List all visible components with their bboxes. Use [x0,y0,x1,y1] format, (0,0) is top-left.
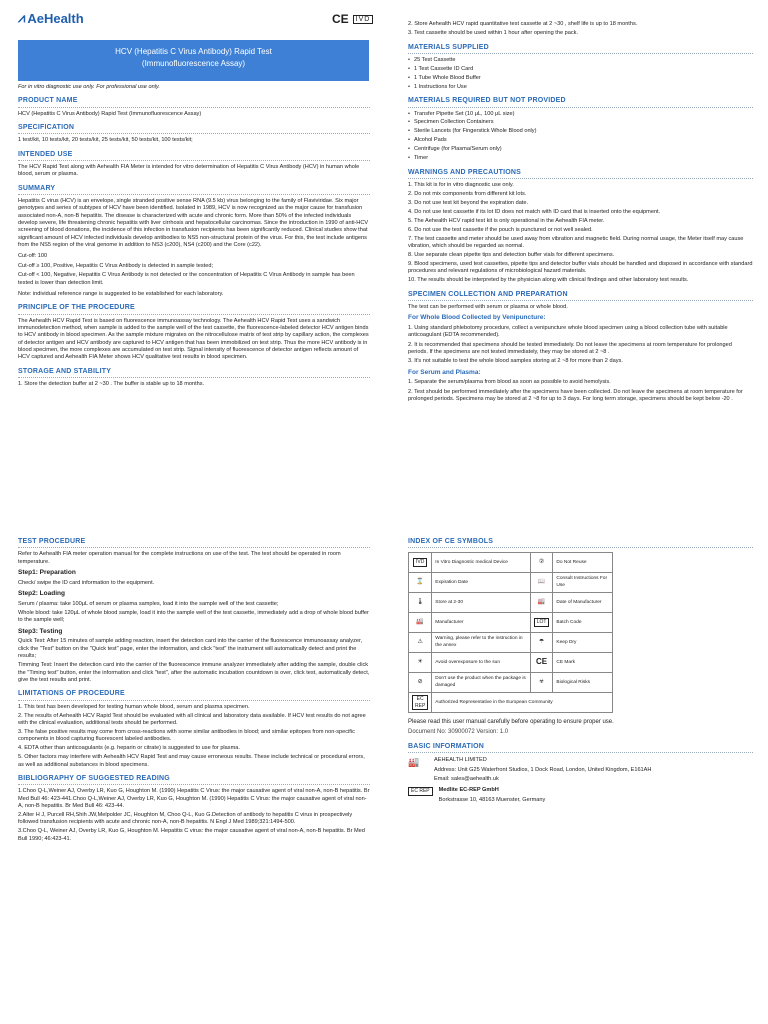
product-name-heading: PRODUCT NAME [18,96,370,107]
test-procedure-intro: Refer to Aehealth FIA meter operation manual for the complete instructions on use of the test. The test should be operated in room temperature. [18,551,341,565]
symbol-label: Biological Risks [553,673,613,693]
specification-text: 1 test/kit, 10 tests/kit, 20 tests/kit, 25 tests/kit, 50 tests/kit, 100 tests/kit; [18,137,193,144]
doc-title: HCV (Hepatitis C Virus Antibody) Rapid Test [115,47,272,56]
limitations-heading: LIMITATIONS OF PROCEDURE [18,689,370,700]
specimen-s1: 1. Separate the serum/plasma from blood as soon as possible to avoid hemolysis. [408,379,611,386]
specimen-v1: 1. Using standard phlebotomy procedure, collect a venipuncture whole blood specimen using a blood collection tube with suitable anticoagulant (EDTA recommended). [408,324,728,339]
symbol-label: Authorized Representative in the European Community [432,693,613,713]
brand-name: AeHealth [27,10,84,26]
symbol-label: Don't use the product when the package is damaged [432,673,530,693]
specimen-heading: SPECIMEN COLLECTION AND PREPARATION [408,290,753,301]
list-item: 4. EDTA other than anticoagulants (e.g. heparin or citrate) is suggested to use for plasma. [18,745,240,752]
list-item: 4. Do not use test cassette if its lot ID does not match with ID card that is inserted onto the equipment. [408,208,661,215]
intended-use-heading: INTENDED USE [18,150,370,161]
umbrella-icon: ☂ [530,633,553,653]
summary-heading: SUMMARY [18,184,370,195]
specification-heading: SPECIFICATION [18,123,370,134]
hourglass-icon: ⌛ [409,573,432,593]
symbol-label: Date of Manufacturer [553,593,613,613]
use-note: For in vitro diagnostic use only. For professional use only. [18,84,160,90]
step2-title: Step2: Loading [18,589,65,597]
step3-quick: Quick Test: After 15 minutes of sample adding reaction, insert the detection card into the carrier of the fluorescence immunoassay analyzer, click the "Test" button on the "Quick test" page, enter the information, and click "test" the instrument will automatically detect and print the results; [18,638,363,659]
list-item: 1. This kit is for in vitro diagnostic use only. [408,181,514,188]
lot-icon: LOT [530,613,553,633]
step1-text: Check/ swipe the ID card information to the equipment. [18,579,155,586]
required-heading: MATERIALS REQUIRED BUT NOT PROVIDED [408,96,753,107]
list-item: 10. The results should be interpreted by the physician along with clinical findings and other laboratory test results. [408,277,689,284]
list-item: 8. Use separate clean pipette tips and detection buffer vials for different specimens. [408,252,615,259]
specimen-sub-venipuncture: For Whole Blood Collected by Venipuncture: [408,314,546,322]
list-item: 2. Do not mix components from different kit lots. [408,190,527,197]
doc-subtitle: (Immunofluorescence Assay) [141,58,246,68]
cutoff-negative: Cut-off < 100, Negative, Hepatitis C Virus Antibody is not detected or the concentration of Hepatitis C Virus Antibody in sample has been tested is lower than detection limit. [18,272,355,286]
list-item: 7. The test cassette and meter should be used away from vibration and magnetic field. During normal usage, the Meter itself may cause vibration, which should be regarded as normal. [408,235,744,250]
symbols-table [408,552,613,713]
table-row [409,693,613,713]
warning-icon: ⚠ [409,633,432,653]
logo-icon: ⩘ [18,10,26,25]
list-item: 2.Alter H J, Purcell RH,Shih JW,Melpolder JC, Houghton M, Choo Q-L, Kuo G.Detection of antibody to hepatitis C virus in prospectively followed transfusion recipients with acute and chronic non-A, non-B hepatitis. N Engl J Med 1989;321:1494-500. [18,812,353,826]
step3-timing: Timming Test: Insert the detection card into the carrier of the fluorescence immune analyzer immediately after adding the sample, double click the "Timing test" button, enter the information and click "test", after the automatic incubation countdown is over, click test, automatically detect, give the test results and print. [18,662,370,684]
right-column-top [408,21,753,406]
warnings-list [408,182,753,285]
sun-icon: ☀ [409,653,432,673]
list-item: 3.Choo Q-L, Weiner AJ, Overby LR, Kuo G, Houghton M. Hepatitis C virus: the major causative agent of viral non-A, non-B hepatitis. Br Med Bull 1990; 46:423-41. [18,828,365,842]
manufacturer-block [408,757,753,785]
symbols-heading: INDEX OF CE SYMBOLS [408,537,753,548]
title-banner [18,40,369,81]
company-email: Email: sales@aehealth.uk [434,776,499,783]
ivd-mark: IVD [353,15,374,24]
bibliography-heading: BIBLIOGRAPHY OF SUGGESTED READING [18,774,370,785]
left-column-top [18,84,370,390]
principle-heading: PRINCIPLE OF THE PROCEDURE [18,303,370,314]
symbol-label: Avoid overexposure to the sun [432,653,530,673]
required-list [408,111,753,163]
intended-use-text: The HCV Rapid Test along with Aehealth FIA Meter is intended for vitro determination of Hepatitis C Virus Antibody (HCV) in human whole blood, serum or plasma. [18,163,360,178]
biohazard-icon: ☣ [530,673,553,693]
right-column-bottom [408,532,753,806]
table-row [409,613,613,633]
table-row [409,573,613,593]
step3-title: Step3: Testing [18,627,63,635]
temperature-icon: 🌡 [409,593,432,613]
company-name: AEHEALTH LIMITED [434,757,487,764]
ce-ivd-marks [332,12,373,26]
ce-icon: CE [530,653,553,673]
ec-rep-icon: EC REP [409,693,432,713]
supplied-heading: MATERIALS SUPPLIED [408,43,753,54]
product-name-text: HCV (Hepatitis C Virus Antibody) Rapid Test (Immunofluorescence Assay) [18,110,202,117]
symbol-label: Consult Instructions For Use [553,573,613,593]
table-row [409,633,613,653]
damaged-package-icon: ⊘ [409,673,432,693]
storage-heading: STORAGE AND STABILITY [18,367,370,378]
rep-address: Borkstrasse 10, 48163 Muenster, Germany [438,796,546,803]
company-address: Address: Unit G25 Waterfront Studios, 1 Dock Road, London, United Kingdom, E161AH [434,766,652,773]
symbol-label: In Vitro Diagnostic medical Device [432,553,530,573]
test-procedure-heading: TEST PROCEDURE [18,537,370,548]
cutoff-text: Cut-off: 100 [18,253,48,260]
footer-note: Please read this user manual carefully before operating to ensure proper use. [408,719,614,726]
specimen-intro: The test can be performed with serum or plasma or whole blood. [408,304,568,311]
limitations-list [18,704,370,769]
list-item: 2. The results of Aehealth HCV Rapid Test should be evaluated with all clinical and laboratory data available. If HCV test results do not agree with the clinical evaluation, additional tests should be performed. [18,712,366,727]
list-item: 5. Other factors may interfere with Aehealth HCV Rapid Test and may cause erroneous results. These include technical or procedural errors, as well as additional substances in blood specimens. [18,754,365,768]
ec-rep-icon: EC REP [408,787,433,796]
list-item: 9. Blood specimens, used test cassettes, pipette tips and detector buffer vials should be handled and disposed in accordance with standard procedures and relevant regulations of microbiological hazard materials. [408,261,753,275]
table-row [409,553,613,573]
list-item: 5. The Aehealth HCV rapid test kit is only operational in the Aehealth FIA meter. [408,217,605,224]
list-item: • 1 Test Cassette ID Card [408,66,753,73]
symbol-label: CE Mark [553,653,613,673]
list-item: • Alcohol Pads [408,137,753,144]
list-item: • 25 Test Cassette [408,57,753,64]
step1-title: Step1: Preparation [18,568,76,576]
list-item: • Sterile Lancets (for Fingerstick Whole Blood only) [408,128,753,135]
list-item: 3. Do not use test kit beyond the expiration date. [408,199,529,206]
list-item: • Transfer Pipette Set (10 μL, 100 μL size) [408,111,753,118]
basic-info-heading: BASIC INFORMATION [408,742,753,753]
brand-logo [18,10,84,26]
left-column-bottom [18,532,370,845]
list-item: 3. The false positive results may come from cross-reactions with some similar antibodies in blood; and similar epitopes from non-specific components in blood capturing fluorescent labeled antibodies. [18,729,355,743]
storage-item-3: 3. Test cassette should be used within 1 hour after opening the pack. [408,30,578,37]
ce-mark: CE [332,12,349,26]
ivd-icon: IVD [409,553,432,573]
symbol-label: Manufacturer [432,613,530,633]
storage-item-2: 2. Store Aehealth HCV rapid quantitative test cassette at 2 ~30 , shelf life is up to 18 months. [408,21,638,27]
specimen-sub-serum: For Serum and Plasma: [408,368,481,376]
factory-icon: 🏭 [409,613,432,633]
symbol-label: Keep Dry [553,633,613,653]
symbol-label: Store at 2-30 [432,593,530,613]
supplied-list [408,57,753,91]
symbol-label: Batch Code [553,613,613,633]
no-reuse-icon: ② [530,553,553,573]
list-item: • Specimen Collection Containers [408,119,753,126]
list-item: • Centrifuge (for Plasma/Serum only) [408,146,753,153]
doc-number: Document No: 30900072 Version: 1.0 [408,729,509,736]
list-item: 1.Choo Q-L,Weiner AJ, Overby LR, Kuo G, Houghton M. (1990) Hepatitis C Virus: the major causative agent of viral non-A, non-B hepatitis. Br Med Bull 46: 423-441.Choo Q-L,Weiner AJ, Overby LR, Kuo G, Houghton M. (1990) Hepatitis C Virus: the major causative agent of viral non-A, non-B hepatitis. Br Med Bull 46: 423-44. [18,788,370,810]
step2-whole-blood: Whole blood: take 120μL of whole blood sample, load it into the sample well of the test cassette, immediately add a drop of whole blood buffer to the sample well; [18,609,369,624]
rep-name: Medlite EC-REP GmbH [438,787,499,794]
specimen-v3: 3. It's not suitable to test the whole blood samples storing at 2 ~8 for more than 2 days. [408,358,623,365]
book-icon: 📖 [530,573,553,593]
symbol-label: Expiration Date [432,573,530,593]
cutoff-positive: Cut-off ≥ 100, Positive, Hepatitis C Virus Antibody is detected in sample tested; [18,262,214,269]
summary-text: Hepatitis C virus (HCV) is an envelope, single stranded positive sense RNA (9.5 kb) virus belonging to the family of Flaviviridae. Six major genotypes and series of subtypes of HCV have been identified. Isolated in 1989, HCV is now recognized as the major cause for transfusion associated non-A, non-B hepatitis. The disease is characterized with acute and chronic form. More than 50% of the infected individuals develop severe, life threatening chronic hepatitis with liver cirrhosis and hepatocellular carcinomas. Since the introduction in 1990 of anti-HCV screening of blood donations, the incidence of this infection in transfusion recipients has been significantly reduced. Clinical studies show that significant amount of HCV infected individuals develop antibodies to NS5 non-structural protein of the virus. For this, the test include antigens from the NS5 region of the viral genome in addition to NS3 (c200), NS4 (c200) and the Core (c22). [18,197,369,249]
principle-text: The Aehealth HCV Rapid Test is based on fluorescence immunoassay technology. The Aehealth HCV Rapid Test uses a sandwich immunodetection method, when sample is added to the sample well of the test cassette, the fluorescence-labeled detector HCV antigen binds to HCV antibody in blood specimen. As the sample mixture migrates on the nitrocellulose matrix of test strip by capillary action, the complexes of detector antigen and HCV antibody are captured to HCV antigen that has been immobilized on test strip. Thus the more HCV antibody is in blood specimen, the more complexes are accumulated on test strip. Signal intensity of fluorescence of detector antigen reflects amount of HCV captured and Aehealth FIA Meter shows HCV qualitative test results in blood specimen. [18,317,369,361]
factory-icon: 🏭 [408,757,420,768]
specimen-v2: 2. It is recommended that specimens should be tested immediately. Do not leave the specimens at room temperature for prolonged periods. If the specimens are not tested immediately, they may be stored at 2 ~8 . [408,341,732,356]
list-item: • Timer [408,155,753,162]
list-item: 6. Do not use the test cassette if the pouch is punctured or not well sealed. [408,226,593,233]
warnings-heading: WARNINGS AND PRECAUTIONS [408,168,753,179]
specimen-s2: 2. Test should be performed immediately after the specimens have been collected. Do not leave the specimens at room temperature for prolonged periods. Specimens may be stored at 2 ~8 for up to 3 days. For long term storage, specimens should be kept below -20 . [408,388,743,403]
summary-note: Note: individual reference range is suggested to be established for each laboratory. [18,290,224,297]
step2-serum: Serum / plasma: take 100μL of serum or plasma samples, load it into the sample well of the test cassette; [18,600,279,607]
symbol-label: Warning, please refer to the instruction in the annex [432,633,530,653]
ec-rep-block [408,787,753,806]
bibliography-list [18,788,370,843]
list-item: • 1 Instructions for Use [408,84,753,91]
list-item: • 1 Tube Whole Blood Buffer [408,75,753,82]
factory-outline-icon: 🏭 [530,593,553,613]
symbol-label: Do Not Reuse [553,553,613,573]
table-row [409,673,613,693]
storage-item-1: 1. Store the detection buffer at 2 ~30 . The buffer is stable up to 18 months. [18,381,205,388]
table-row [409,653,613,673]
table-row [409,593,613,613]
list-item: 1. This test has been developed for testing human whole blood, serum and plasma specimen. [18,703,250,710]
